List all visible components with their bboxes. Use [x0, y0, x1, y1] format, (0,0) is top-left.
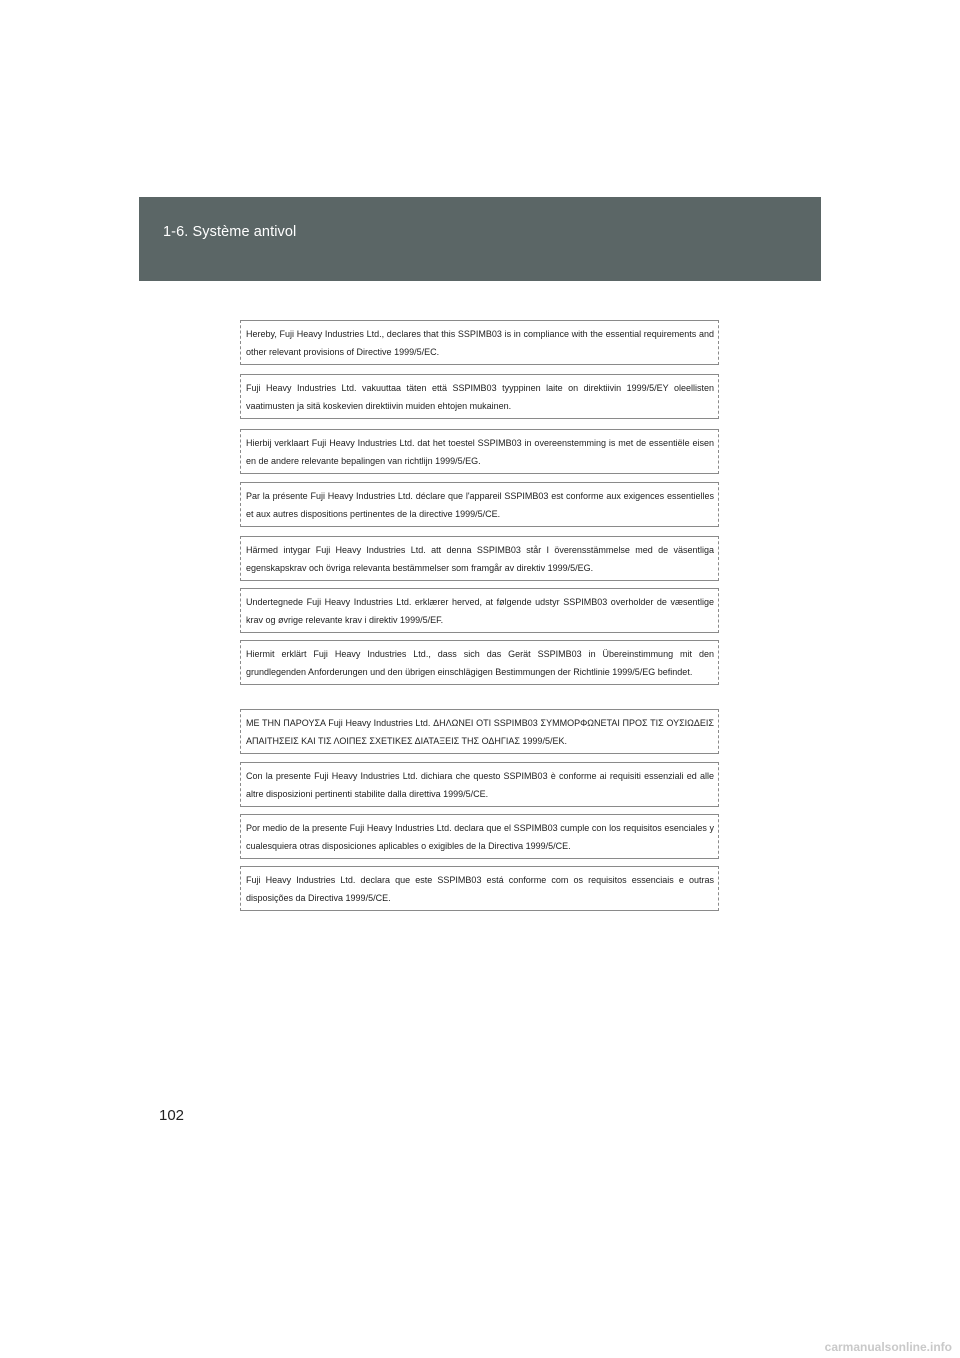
declaration-swedish: Härmed intygar Fuji Heavy Industries Ltd. att denna SSPIMB03 står I överensstämmelse med de väsentliga egenskapskrav och övriga relevanta bestämmelser som framgår av direktiv 1999/5/EG. — [240, 536, 719, 581]
declaration-portuguese: Fuji Heavy Industries Ltd. declara que este SSPIMB03 está conforme com os requisitos essenciais e outras disposições da Directiva 1999/5/CE. — [240, 866, 719, 911]
declaration-dutch: Hierbij verklaart Fuji Heavy Industries Ltd. dat het toestel SSPIMB03 in overeenstemming is met de essentiële eisen en de andere relevante bepalingen van richtlijn 1999/5/EG. — [240, 429, 719, 474]
section-title: 1-6. Système antivol — [163, 224, 297, 240]
declaration-italian: Con la presente Fuji Heavy Industries Ltd. dichiara che questo SSPIMB03 è conforme ai requisiti essenziali ed alle altre disposizioni pertinenti stabilite dalla direttiva 1999/5/CE. — [240, 762, 719, 807]
page-number: 102 — [159, 1107, 185, 1124]
section-header-bar — [139, 197, 821, 281]
declaration-german: Hiermit erklärt Fuji Heavy Industries Ltd., dass sich das Gerät SSPIMB03 in Übereinstimmung mit den grundlegenden Anforderungen und den übrigen einschlägigen Bestimmungen der Richtlinie 1999/5/EG befindet. — [240, 640, 719, 685]
watermark: carmanualsonline.info — [824, 1340, 952, 1354]
declaration-greek: ΜΕ ΤΗΝ ΠΑΡΟΥΣΑ Fuji Heavy Industries Ltd. ΔΗΛΩΝΕΙ ΟΤΙ SSPIMB03 ΣΥΜΜΟΡΦΩΝΕΤΑΙ ΠΡΟΣ ΤΙΣ ΟΥΣΙΩΔΕΙΣ ΑΠΑΙΤΗΣΕΙΣ ΚΑΙ ΤΙΣ ΛΟΙΠΕΣ ΣΧΕΤΙΚΕΣ ΔΙΑΤΑΞΕΙΣ ΤΗΣ ΟΔΗΓΙΑΣ 1999/5/ΕΚ. — [240, 709, 719, 754]
declaration-spanish: Por medio de la presente Fuji Heavy Industries Ltd. declara que el SSPIMB03 cumple con los requisitos esenciales y cualesquiera otras disposiciones aplicables o exigibles de la Directiva 1999/5/CE. — [240, 814, 719, 859]
declaration-danish: Undertegnede Fuji Heavy Industries Ltd. erklærer herved, at følgende udstyr SSPIMB03 overholder de væsentlige krav og øvrige relevante krav i direktiv 1999/5/EF. — [240, 588, 719, 633]
declaration-finnish: Fuji Heavy Industries Ltd. vakuuttaa täten että SSPIMB03 tyyppinen laite on direktiivin 1999/5/EY oleellisten vaatimusten ja sitä koskevien direktiivin muiden ehtojen mukainen. — [240, 374, 719, 419]
declaration-english: Hereby, Fuji Heavy Industries Ltd., declares that this SSPIMB03 is in compliance with the essential requirements and other relevant provisions of Directive 1999/5/EC. — [240, 320, 719, 365]
declaration-french: Par la présente Fuji Heavy Industries Ltd. déclare que l'appareil SSPIMB03 est conforme aux exigences essentielles et aux autres dispositions pertinentes de la directive 1999/5/CE. — [240, 482, 719, 527]
